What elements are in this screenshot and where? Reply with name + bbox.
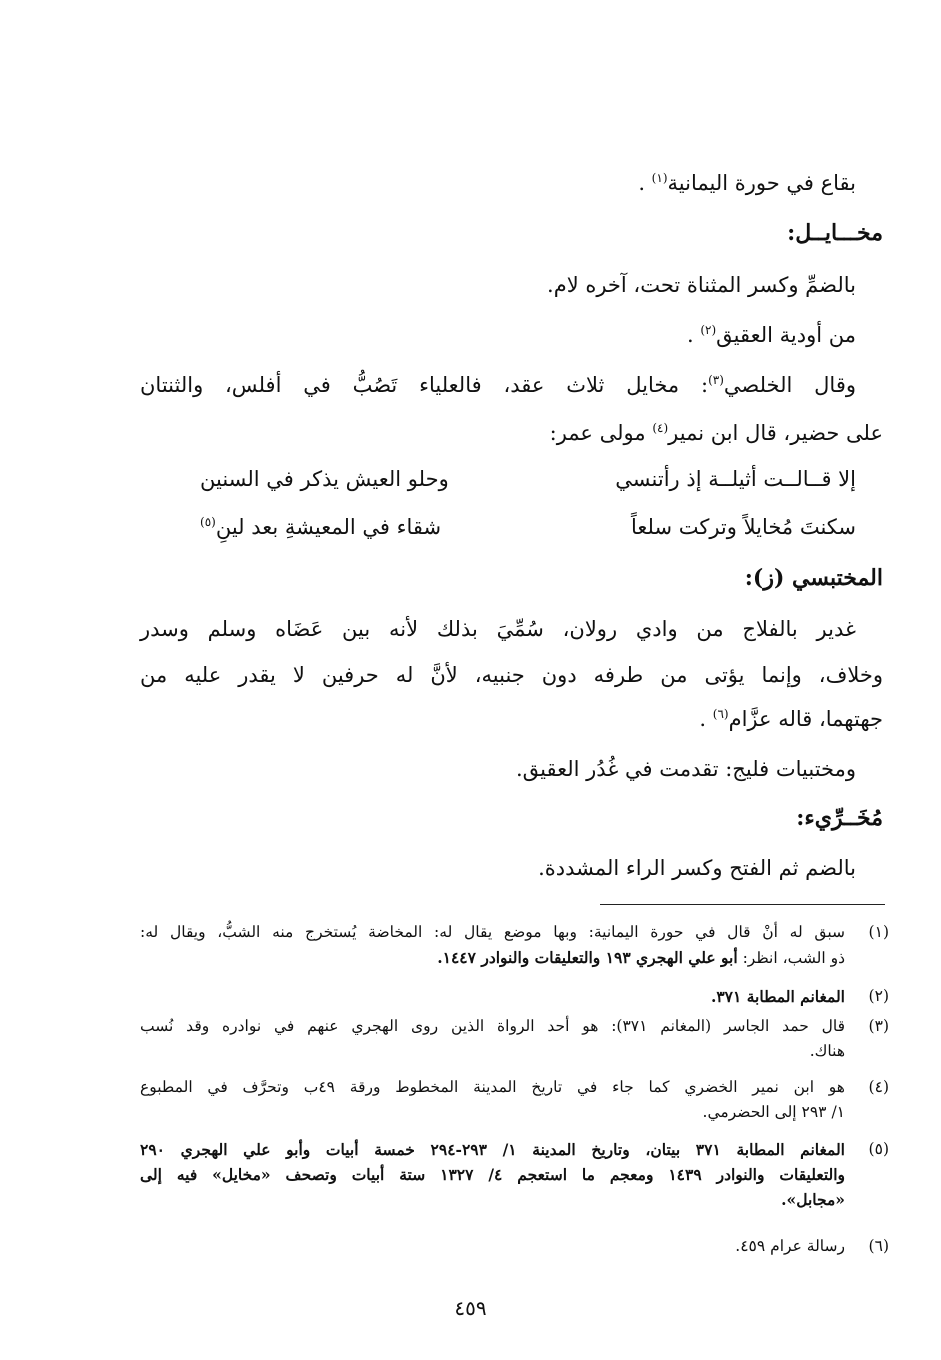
footnote-number: (٦) (868, 1237, 889, 1255)
text: مولى عمر: (549, 421, 653, 445)
footnote-5 (140, 1137, 889, 1212)
text: . (638, 171, 652, 195)
text: . (686, 323, 701, 347)
text: ذو الشب، انظر: (737, 949, 845, 967)
text-line: بالضم ثم الفتح وكسر الراء المشددة. (538, 856, 856, 880)
footnote-ref[interactable]: (٤) (652, 421, 669, 435)
entry-heading-mukhtabisi: المختبسي (ز): (744, 565, 883, 591)
footnote-ref[interactable]: (٣) (708, 373, 724, 387)
page-number: ٤٥٩ (454, 1296, 487, 1320)
text-line (638, 168, 856, 198)
footnote-ref[interactable]: (٢) (700, 323, 717, 337)
footnote-number: (١) (868, 923, 889, 941)
footnote-number: (٣) (868, 1017, 889, 1035)
verse-1-second-hemistich: وحلو العيش يذكر في السنين (200, 467, 449, 491)
entry-heading-mukharri: مُخَــرِّيء: (796, 805, 883, 831)
text-line: غدير بالفلاج من وادي رولان، سُمِّيَ بذلك لأنه بين عَضَاه وسلم وسدر (140, 617, 856, 641)
text: أبو علي الهجري ١٩٣ والتعليقات والنوادر ١٤٤٧. (437, 948, 738, 967)
text-line: بالضمِّ وكسر المثناة تحت، آخره لام. (547, 273, 856, 297)
footnote-text: هو ابن نمير الخضري كما جاء في تاريخ المدينة المخطوط ورقة ٤٩ب وتحرَّف في المطبوع (140, 1078, 845, 1096)
footnote-3 (140, 1014, 889, 1064)
footnote-ref[interactable]: (٥) (200, 515, 216, 529)
verse-2-first-hemistich: سكنتَ مُخايلاً وتركت سلعاً (630, 515, 856, 539)
footnote-text: رسالة عرام ٤٥٩. (735, 1237, 845, 1255)
text: شقاء في المعيشةِ بعد لينِ (215, 515, 442, 539)
text-line (687, 320, 856, 350)
footnote-text: قال حمد الجاسر (المغانم ٣٧١): هو أحد الرواة الذين روى الهجري عنهم في نوادره وقد نُسب (140, 1017, 845, 1035)
text: . (699, 707, 713, 731)
text-line: ومختبيات فليج: تقدمت في غُدُر العقيق. (515, 757, 856, 781)
footnote-6 (140, 1234, 889, 1259)
text-line (550, 418, 883, 448)
text: جهتهما، قاله عزَّام (728, 707, 883, 731)
text: بقاع في حورة اليمانية (667, 171, 856, 195)
footnote-4 (140, 1075, 889, 1125)
footnote-separator (600, 904, 885, 905)
footnote-text: هناك. (809, 1042, 845, 1060)
footnote-text: «مجابل». (781, 1190, 845, 1209)
text: : مخايل ثلاث عقد، فالعلياء تَصُبُّ في أفلس، والثنتان (140, 373, 709, 397)
footnote-text: والتعليقات والنوادر ١٤٣٩ ومعجم ما استعجم ٤/ ١٣٢٧ ستة أبيات وتصحف «مخايل» فيه إلى (140, 1165, 846, 1184)
verse-1-first-hemistich: إلا قــالــت أثيلــة إذ رأتنسي (615, 467, 856, 491)
footnote-text (140, 945, 845, 971)
footnote-ref[interactable]: (٦) (712, 707, 729, 721)
footnote-1 (140, 920, 889, 971)
footnote-text: سبق له أنْ قال في حورة اليمانية: وبها موضع يقال له: المخاضة يُستخرج منه الشبُّ، ويقال له: (140, 923, 845, 941)
entry-heading-mukhayil: مخـــايــل: (787, 220, 883, 246)
text: وقال الخلصي (723, 373, 857, 397)
footnote-number: (٥) (868, 1140, 889, 1158)
footnote-text: ١/ ٢٩٣ إلى الحضرمي. (702, 1103, 845, 1121)
footnote-number: (٤) (868, 1078, 889, 1096)
text: على حضير، قال ابن نمير (668, 421, 883, 445)
footnote-2 (140, 984, 889, 1009)
footnote-number: (٢) (868, 987, 889, 1005)
footnote-ref[interactable]: (١) (651, 171, 668, 185)
text: من أودية العقيق (716, 323, 856, 347)
text-line: وخلاف، وإنما يؤتى من طرفه دون جنبيه، لأنَّ له حرفين لا يقدر عليه من (140, 663, 883, 687)
footnote-text: المغانم المطابة ٣٧١ بيتان، وتاريخ المدينة ١/ ٢٩٣-٢٩٤ خمسة أبيات وأبو علي الهجري ٢٩٠ (140, 1140, 845, 1159)
text-line (140, 370, 856, 400)
verse-2-second-hemistich (200, 512, 441, 542)
text-line (699, 704, 883, 734)
footnote-text: المغانم المطابة ٣٧١. (710, 987, 845, 1006)
